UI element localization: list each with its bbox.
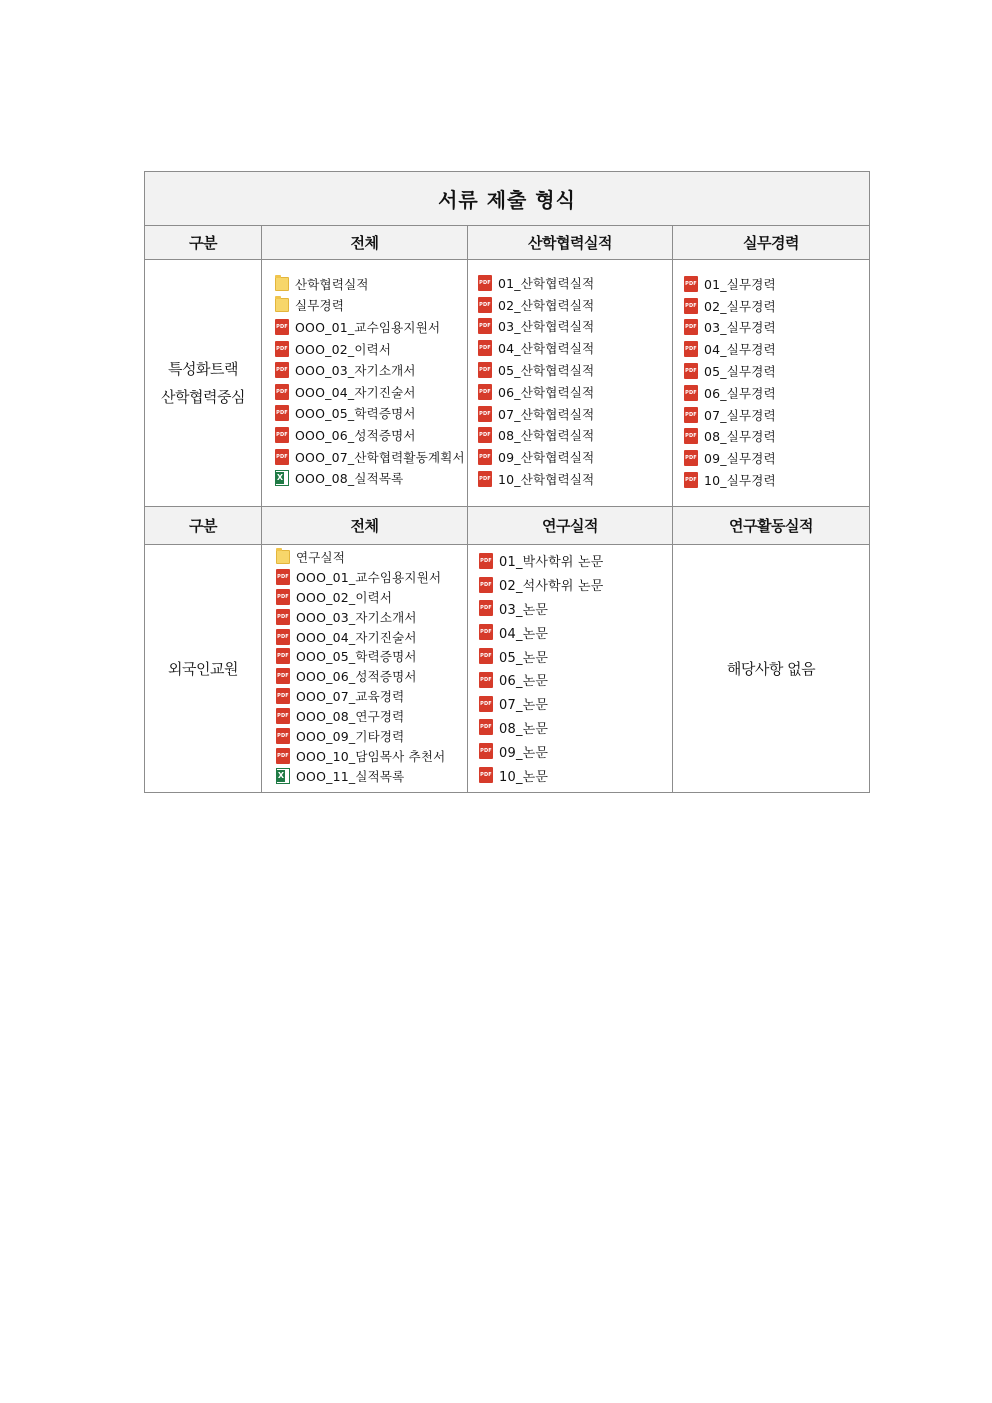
file-name: 04_실무경력 xyxy=(704,342,776,358)
file-item[interactable] xyxy=(262,424,467,446)
file-list xyxy=(468,260,672,490)
file-list xyxy=(673,260,869,491)
pdf-file-icon xyxy=(276,688,290,704)
pdf-file-icon xyxy=(478,427,492,443)
file-name: OOO_07_산학협력활동계획서 xyxy=(295,449,465,465)
pdf-file-icon xyxy=(276,609,290,625)
file-item[interactable] xyxy=(468,337,672,359)
file-item[interactable] xyxy=(262,403,467,425)
file-item[interactable] xyxy=(262,359,467,381)
file-name: OOO_06_성적증명서 xyxy=(295,427,416,443)
pdf-file-icon xyxy=(478,384,492,400)
file-name: 06_논문 xyxy=(499,674,549,690)
section2-research-activity: 해당사항 없음 xyxy=(673,545,870,793)
file-name: OOO_03_자기소개서 xyxy=(296,609,417,625)
file-item[interactable] xyxy=(468,381,672,403)
file-item[interactable] xyxy=(468,763,672,787)
file-item[interactable] xyxy=(262,567,467,587)
file-item[interactable] xyxy=(262,446,467,468)
excel-file-icon xyxy=(276,768,290,784)
pdf-file-icon xyxy=(478,318,492,334)
file-item[interactable] xyxy=(673,317,869,339)
file-name: 10_실무경력 xyxy=(704,473,776,489)
file-name: 06_실무경력 xyxy=(704,385,776,401)
file-item[interactable] xyxy=(468,272,672,294)
file-item[interactable] xyxy=(468,597,672,621)
file-name: OOO_03_자기소개서 xyxy=(295,363,416,379)
pdf-file-icon xyxy=(478,406,492,422)
file-name: 03_산학협력실적 xyxy=(498,319,595,335)
section1-header-row xyxy=(145,226,870,260)
pdf-file-icon xyxy=(684,319,698,335)
file-item[interactable] xyxy=(673,360,869,382)
file-name: OOO_04_자기진술서 xyxy=(296,629,417,645)
file-name: 10_산학협력실적 xyxy=(498,472,595,488)
file-item[interactable] xyxy=(262,646,467,666)
section1-all-files xyxy=(262,260,468,507)
section1-industry-files xyxy=(468,260,673,507)
file-item[interactable] xyxy=(262,467,467,489)
section1-category xyxy=(145,260,262,507)
category-line: 특성화트랙 xyxy=(168,360,238,378)
file-item[interactable] xyxy=(468,644,672,668)
file-item[interactable] xyxy=(262,686,467,706)
pdf-file-icon xyxy=(684,472,698,488)
file-item[interactable] xyxy=(468,549,672,573)
pdf-file-icon xyxy=(479,600,493,616)
file-item[interactable] xyxy=(262,587,467,607)
pdf-file-icon xyxy=(276,668,290,684)
file-item[interactable] xyxy=(673,273,869,295)
file-name: OOO_01_교수임용지원서 xyxy=(295,319,441,335)
pdf-file-icon xyxy=(684,385,698,401)
folder-icon xyxy=(275,298,289,312)
file-name: 08_산학협력실적 xyxy=(498,428,595,444)
file-item[interactable] xyxy=(468,620,672,644)
file-name: 03_논문 xyxy=(499,602,549,618)
pdf-file-icon xyxy=(275,319,289,335)
header-research: 연구실적 xyxy=(468,507,673,545)
file-name: 01_산학협력실적 xyxy=(498,275,595,291)
file-name: OOO_09_기타경력 xyxy=(296,728,405,744)
pdf-file-icon xyxy=(479,696,493,712)
excel-file-icon xyxy=(275,470,289,486)
file-item[interactable] xyxy=(468,359,672,381)
pdf-file-icon xyxy=(479,624,493,640)
file-name: 02_석사학위 논문 xyxy=(499,579,604,595)
file-item[interactable] xyxy=(262,381,467,403)
folder-icon xyxy=(276,550,290,564)
file-item[interactable] xyxy=(673,404,869,426)
file-item[interactable] xyxy=(468,739,672,763)
file-item[interactable] xyxy=(673,447,869,469)
pdf-file-icon xyxy=(275,362,289,378)
pdf-file-icon xyxy=(684,363,698,379)
file-item[interactable] xyxy=(468,425,672,447)
file-item[interactable] xyxy=(262,273,467,295)
file-list xyxy=(262,260,467,489)
file-name: 06_산학협력실적 xyxy=(498,384,595,400)
file-item[interactable] xyxy=(262,316,467,338)
file-item[interactable] xyxy=(673,338,869,360)
file-name: 01_실무경력 xyxy=(704,276,776,292)
file-name: 08_논문 xyxy=(499,721,549,737)
pdf-file-icon xyxy=(479,648,493,664)
section2-header-row xyxy=(145,507,870,545)
file-name: 실무경력 xyxy=(295,298,345,314)
file-name: OOO_08_실적목록 xyxy=(295,471,404,487)
pdf-file-icon xyxy=(276,589,290,605)
file-name: 01_박사학위 논문 xyxy=(499,555,604,571)
file-item[interactable] xyxy=(673,382,869,404)
header-industry-cooperation: 산학협력실적 xyxy=(468,226,673,260)
file-name: 05_실무경력 xyxy=(704,364,776,380)
file-item[interactable] xyxy=(262,338,467,360)
file-name: 07_실무경력 xyxy=(704,407,776,423)
pdf-file-icon xyxy=(479,743,493,759)
file-name: OOO_08_연구경력 xyxy=(296,709,405,725)
file-name: 09_실무경력 xyxy=(704,451,776,467)
section1-row xyxy=(145,260,870,507)
file-item[interactable] xyxy=(673,469,869,491)
file-item[interactable] xyxy=(468,668,672,692)
file-name: OOO_11_실적목록 xyxy=(296,768,405,784)
file-name: 03_실무경력 xyxy=(704,320,776,336)
pdf-file-icon xyxy=(478,449,492,465)
file-name: 10_논문 xyxy=(499,769,549,785)
file-item[interactable] xyxy=(673,295,869,317)
file-name: 04_산학협력실적 xyxy=(498,341,595,357)
pdf-file-icon xyxy=(479,767,493,783)
file-name: OOO_02_이력서 xyxy=(295,341,392,357)
file-item[interactable] xyxy=(468,316,672,338)
section2-all-files xyxy=(262,545,468,793)
file-item[interactable] xyxy=(468,468,672,490)
pdf-file-icon xyxy=(684,428,698,444)
header-work-experience: 실무경력 xyxy=(673,226,870,260)
file-name: OOO_01_교수임용지원서 xyxy=(296,569,442,585)
file-item[interactable] xyxy=(262,607,467,627)
pdf-file-icon xyxy=(478,471,492,487)
header-all: 전체 xyxy=(262,507,468,545)
file-name: OOO_07_교육경력 xyxy=(296,689,405,705)
pdf-file-icon xyxy=(684,276,698,292)
file-name: 08_실무경력 xyxy=(704,429,776,445)
section1-work-files xyxy=(673,260,870,507)
file-item[interactable] xyxy=(468,294,672,316)
pdf-file-icon xyxy=(276,648,290,664)
pdf-file-icon xyxy=(479,672,493,688)
pdf-file-icon xyxy=(479,719,493,735)
file-name: OOO_10_담임목사 추천서 xyxy=(296,748,446,764)
file-item[interactable] xyxy=(262,706,467,726)
header-research-activity: 연구활동실적 xyxy=(673,507,870,545)
section2-row xyxy=(145,545,870,793)
file-name: 07_산학협력실적 xyxy=(498,406,595,422)
pdf-file-icon xyxy=(275,384,289,400)
pdf-file-icon xyxy=(275,405,289,421)
header-category: 구분 xyxy=(145,226,262,260)
file-list xyxy=(262,545,467,786)
file-item[interactable] xyxy=(468,716,672,740)
file-name: 연구실적 xyxy=(296,549,346,565)
pdf-file-icon xyxy=(276,728,290,744)
file-name: OOO_05_학력증명서 xyxy=(296,649,417,665)
file-item[interactable] xyxy=(262,666,467,686)
submission-format-table xyxy=(144,171,870,793)
file-name: 07_논문 xyxy=(499,698,549,714)
file-item[interactable] xyxy=(468,573,672,597)
file-name: 05_산학협력실적 xyxy=(498,363,595,379)
file-item[interactable] xyxy=(468,403,672,425)
section2-category xyxy=(145,545,262,793)
pdf-file-icon xyxy=(684,341,698,357)
category-line: 외국인교원 xyxy=(168,659,238,678)
pdf-file-icon xyxy=(276,748,290,764)
folder-icon xyxy=(275,277,289,291)
pdf-file-icon xyxy=(684,407,698,423)
file-name: 04_논문 xyxy=(499,626,549,642)
pdf-file-icon xyxy=(479,553,493,569)
pdf-file-icon xyxy=(275,341,289,357)
pdf-file-icon xyxy=(478,340,492,356)
file-name: OOO_06_성적증명서 xyxy=(296,669,417,685)
file-item[interactable] xyxy=(673,426,869,448)
file-name: 02_산학협력실적 xyxy=(498,297,595,313)
category-line: 산학협력중심 xyxy=(161,388,245,406)
pdf-file-icon xyxy=(276,569,290,585)
file-name: OOO_04_자기진술서 xyxy=(295,384,416,400)
section2-research-files xyxy=(468,545,673,793)
pdf-file-icon xyxy=(684,450,698,466)
pdf-file-icon xyxy=(275,427,289,443)
file-item[interactable] xyxy=(262,295,467,317)
file-item[interactable] xyxy=(262,726,467,746)
file-item[interactable] xyxy=(262,547,467,567)
file-name: OOO_05_학력증명서 xyxy=(295,406,416,422)
file-item[interactable] xyxy=(262,627,467,647)
file-item[interactable] xyxy=(262,766,467,786)
file-item[interactable] xyxy=(468,446,672,468)
pdf-file-icon xyxy=(276,629,290,645)
pdf-file-icon xyxy=(478,362,492,378)
pdf-file-icon xyxy=(479,577,493,593)
pdf-file-icon xyxy=(684,298,698,314)
file-list xyxy=(468,545,672,787)
file-item[interactable] xyxy=(262,746,467,766)
table-title: 서류 제출 형식 xyxy=(145,172,870,226)
header-all: 전체 xyxy=(262,226,468,260)
file-name: OOO_02_이력서 xyxy=(296,589,393,605)
header-category: 구분 xyxy=(145,507,262,545)
pdf-file-icon xyxy=(276,708,290,724)
pdf-file-icon xyxy=(275,449,289,465)
file-name: 산학협력실적 xyxy=(295,276,369,292)
file-name: 09_산학협력실적 xyxy=(498,450,595,466)
file-name: 02_실무경력 xyxy=(704,298,776,314)
file-item[interactable] xyxy=(468,692,672,716)
pdf-file-icon xyxy=(478,275,492,291)
file-name: 09_논문 xyxy=(499,745,549,761)
file-name: 05_논문 xyxy=(499,650,549,666)
pdf-file-icon xyxy=(478,297,492,313)
